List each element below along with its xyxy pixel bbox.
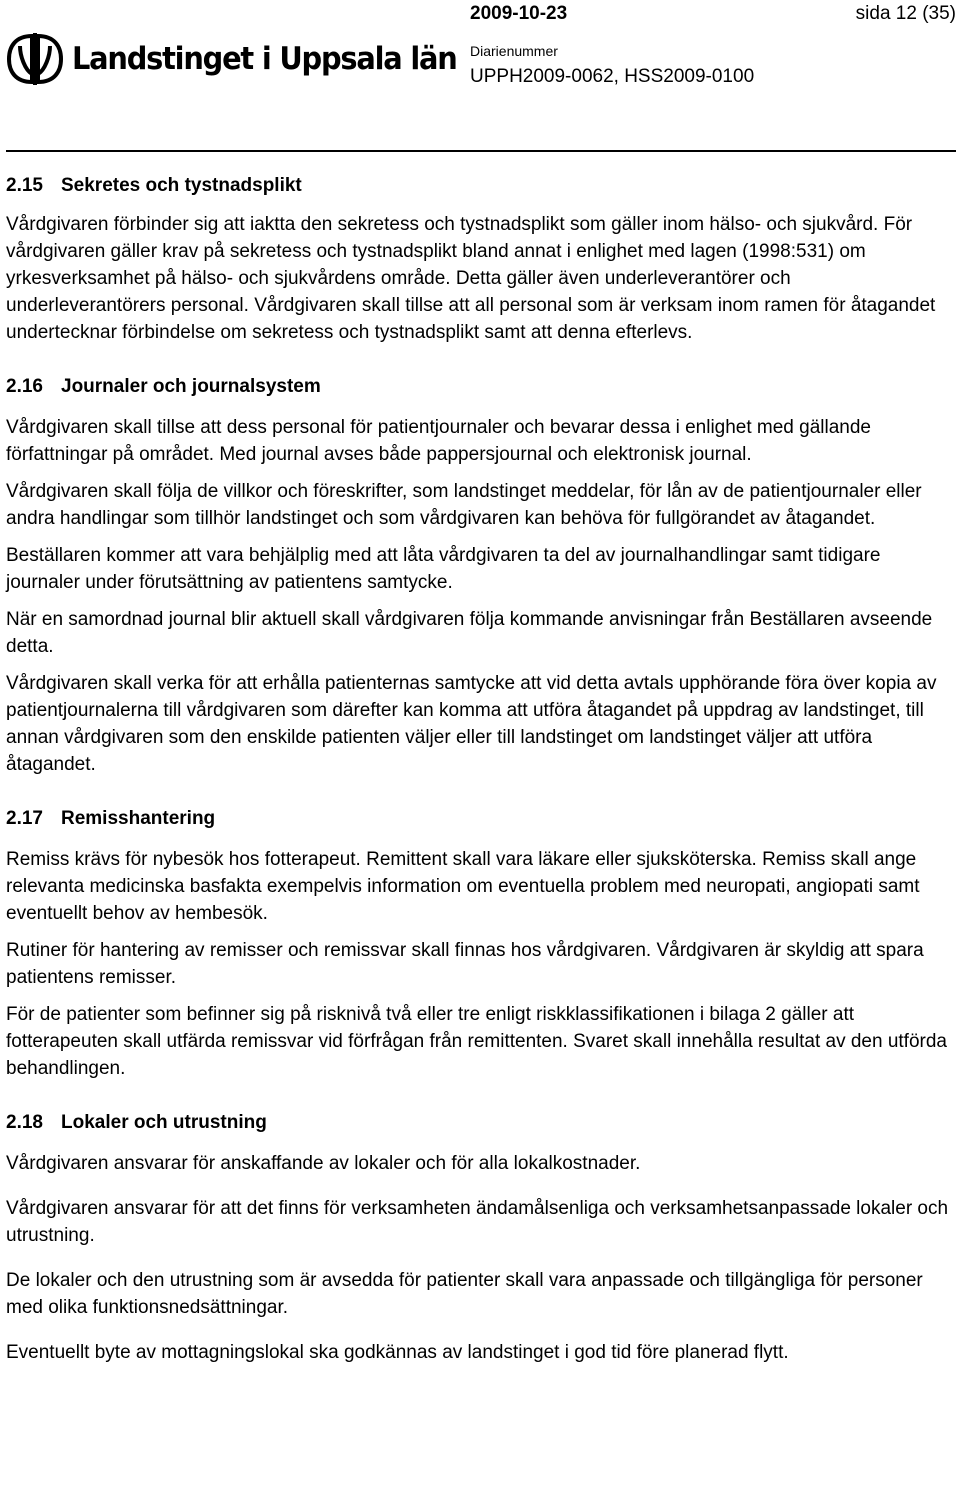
section-title: Remisshantering xyxy=(61,808,216,829)
section-heading xyxy=(6,1109,952,1137)
section-title: Journaler och journalsystem xyxy=(61,376,321,397)
section-number: 2.17 xyxy=(6,808,43,829)
section-number: 2.18 xyxy=(6,1112,43,1133)
section-heading xyxy=(6,373,952,401)
paragraph: Vårdgivaren ansvarar för anskaffande av lokaler och för alla lokalkostnader. xyxy=(6,1153,641,1174)
paragraph: Vårdgivaren skall tillse att dess personal för patientjournaler och bevarar dessa i enlighet med gällande författningar på området. Med journal avses både pappersjournal och elektronisk journal. xyxy=(6,417,872,465)
section-heading xyxy=(6,805,952,833)
page-number: sida 12 (35) xyxy=(855,3,956,24)
paragraph: För de patienter som befinner sig på risknivå två eller tre enligt riskklassifikationen i bilaga 2 gäller att fotterapeuten skall utfärda remissvar vid förfrågan från remittenten. Svaret skall innehålla resultat av den utförda behandlingen. xyxy=(6,1004,947,1079)
diarienummer-value: UPPH2009-0062, HSS2009-0100 xyxy=(470,66,755,87)
paragraph: När en samordnad journal blir aktuell skall vårdgivaren följa kommande anvisningar från Beställaren avseende detta. xyxy=(6,609,933,657)
section-title: Sekretes och tystnadsplikt xyxy=(61,175,302,196)
paragraph: Rutiner för hantering av remisser och remissvar skall finnas hos vårdgivaren. Vårdgivaren är skyldig att spara patientens remisser. xyxy=(6,940,924,988)
logo-text: Landstinget i Uppsala län xyxy=(72,41,457,77)
document-body xyxy=(6,172,952,1366)
paragraph: Vårdgivaren förbinder sig att iaktta den sekretess och tystnadsplikt som gäller inom hälso- och sjukvård. För vårdgivaren gäller krav på sekretess och tystnadsplikt bland annat i enlighet med lagen (1998:531) om yrkesverksamhet på hälso- och sjukvårdens område. Detta gäller även underleverantörer och underleverantörers personal. Vårdgivaren skall tillse att all personal som är verksam inom ramen för åtagandet undertecknar förbindelse om sekretess och tystnadsplikt samt att denna efterlevs. xyxy=(6,214,936,343)
section-number: 2.16 xyxy=(6,376,43,397)
section-heading xyxy=(6,172,952,200)
paragraph: De lokaler och den utrustning som är avsedda för patienter skall vara anpassade och tillgängliga för personer med olika funktionsnedsättningar. xyxy=(6,1270,923,1318)
paragraph: Vårdgivaren skall verka för att erhålla patienternas samtycke att vid detta avtals upphörande föra över kopia av patientjournalerna till vårdgivaren som därefter kan komma att utföra åtagandet på uppdrag av landstinget, till annan vårdgivaren som den enskilde patienten väljer eller till landstinget om landstinget väljer att utföra åtagandet. xyxy=(6,673,937,775)
organization-logo xyxy=(6,30,486,88)
paragraph: Vårdgivaren ansvarar för att det finns för verksamheten ändamålsenliga och verksamhetsanpassade lokaler och utrustning. xyxy=(6,1198,949,1246)
paragraph: Vårdgivaren skall följa de villkor och föreskrifter, som landstinget meddelar, för lån av de patientjournaler eller andra handlingar som tillhör landstinget och som vårdgivaren kan behöva för fullgörandet av åtagandet. xyxy=(6,481,922,529)
paragraph: Eventuellt byte av mottagningslokal ska godkännas av landstinget i god tid före planerad flytt. xyxy=(6,1342,789,1363)
section-number: 2.15 xyxy=(6,175,43,196)
section-title: Lokaler och utrustning xyxy=(61,1112,267,1133)
paragraph: Remiss krävs för nybesök hos fotterapeut. Remittent skall vara läkare eller sjuksköterska. Remiss skall ange relevanta medicinska basfakta exempelvis information om eventuella problem med neuropati, angiopati samt eventuellt behov av hembesök. xyxy=(6,849,920,924)
header-divider xyxy=(6,150,956,152)
document-date: 2009-10-23 xyxy=(470,3,568,24)
paragraph: Beställaren kommer att vara behjälplig med att låta vårdgivaren ta del av journalhandlingar samt tidigare journaler under förutsättning av patientens samtycke. xyxy=(6,545,881,593)
logo-emblem-icon xyxy=(6,30,64,88)
diarienummer-label: Diarienummer xyxy=(470,43,558,59)
